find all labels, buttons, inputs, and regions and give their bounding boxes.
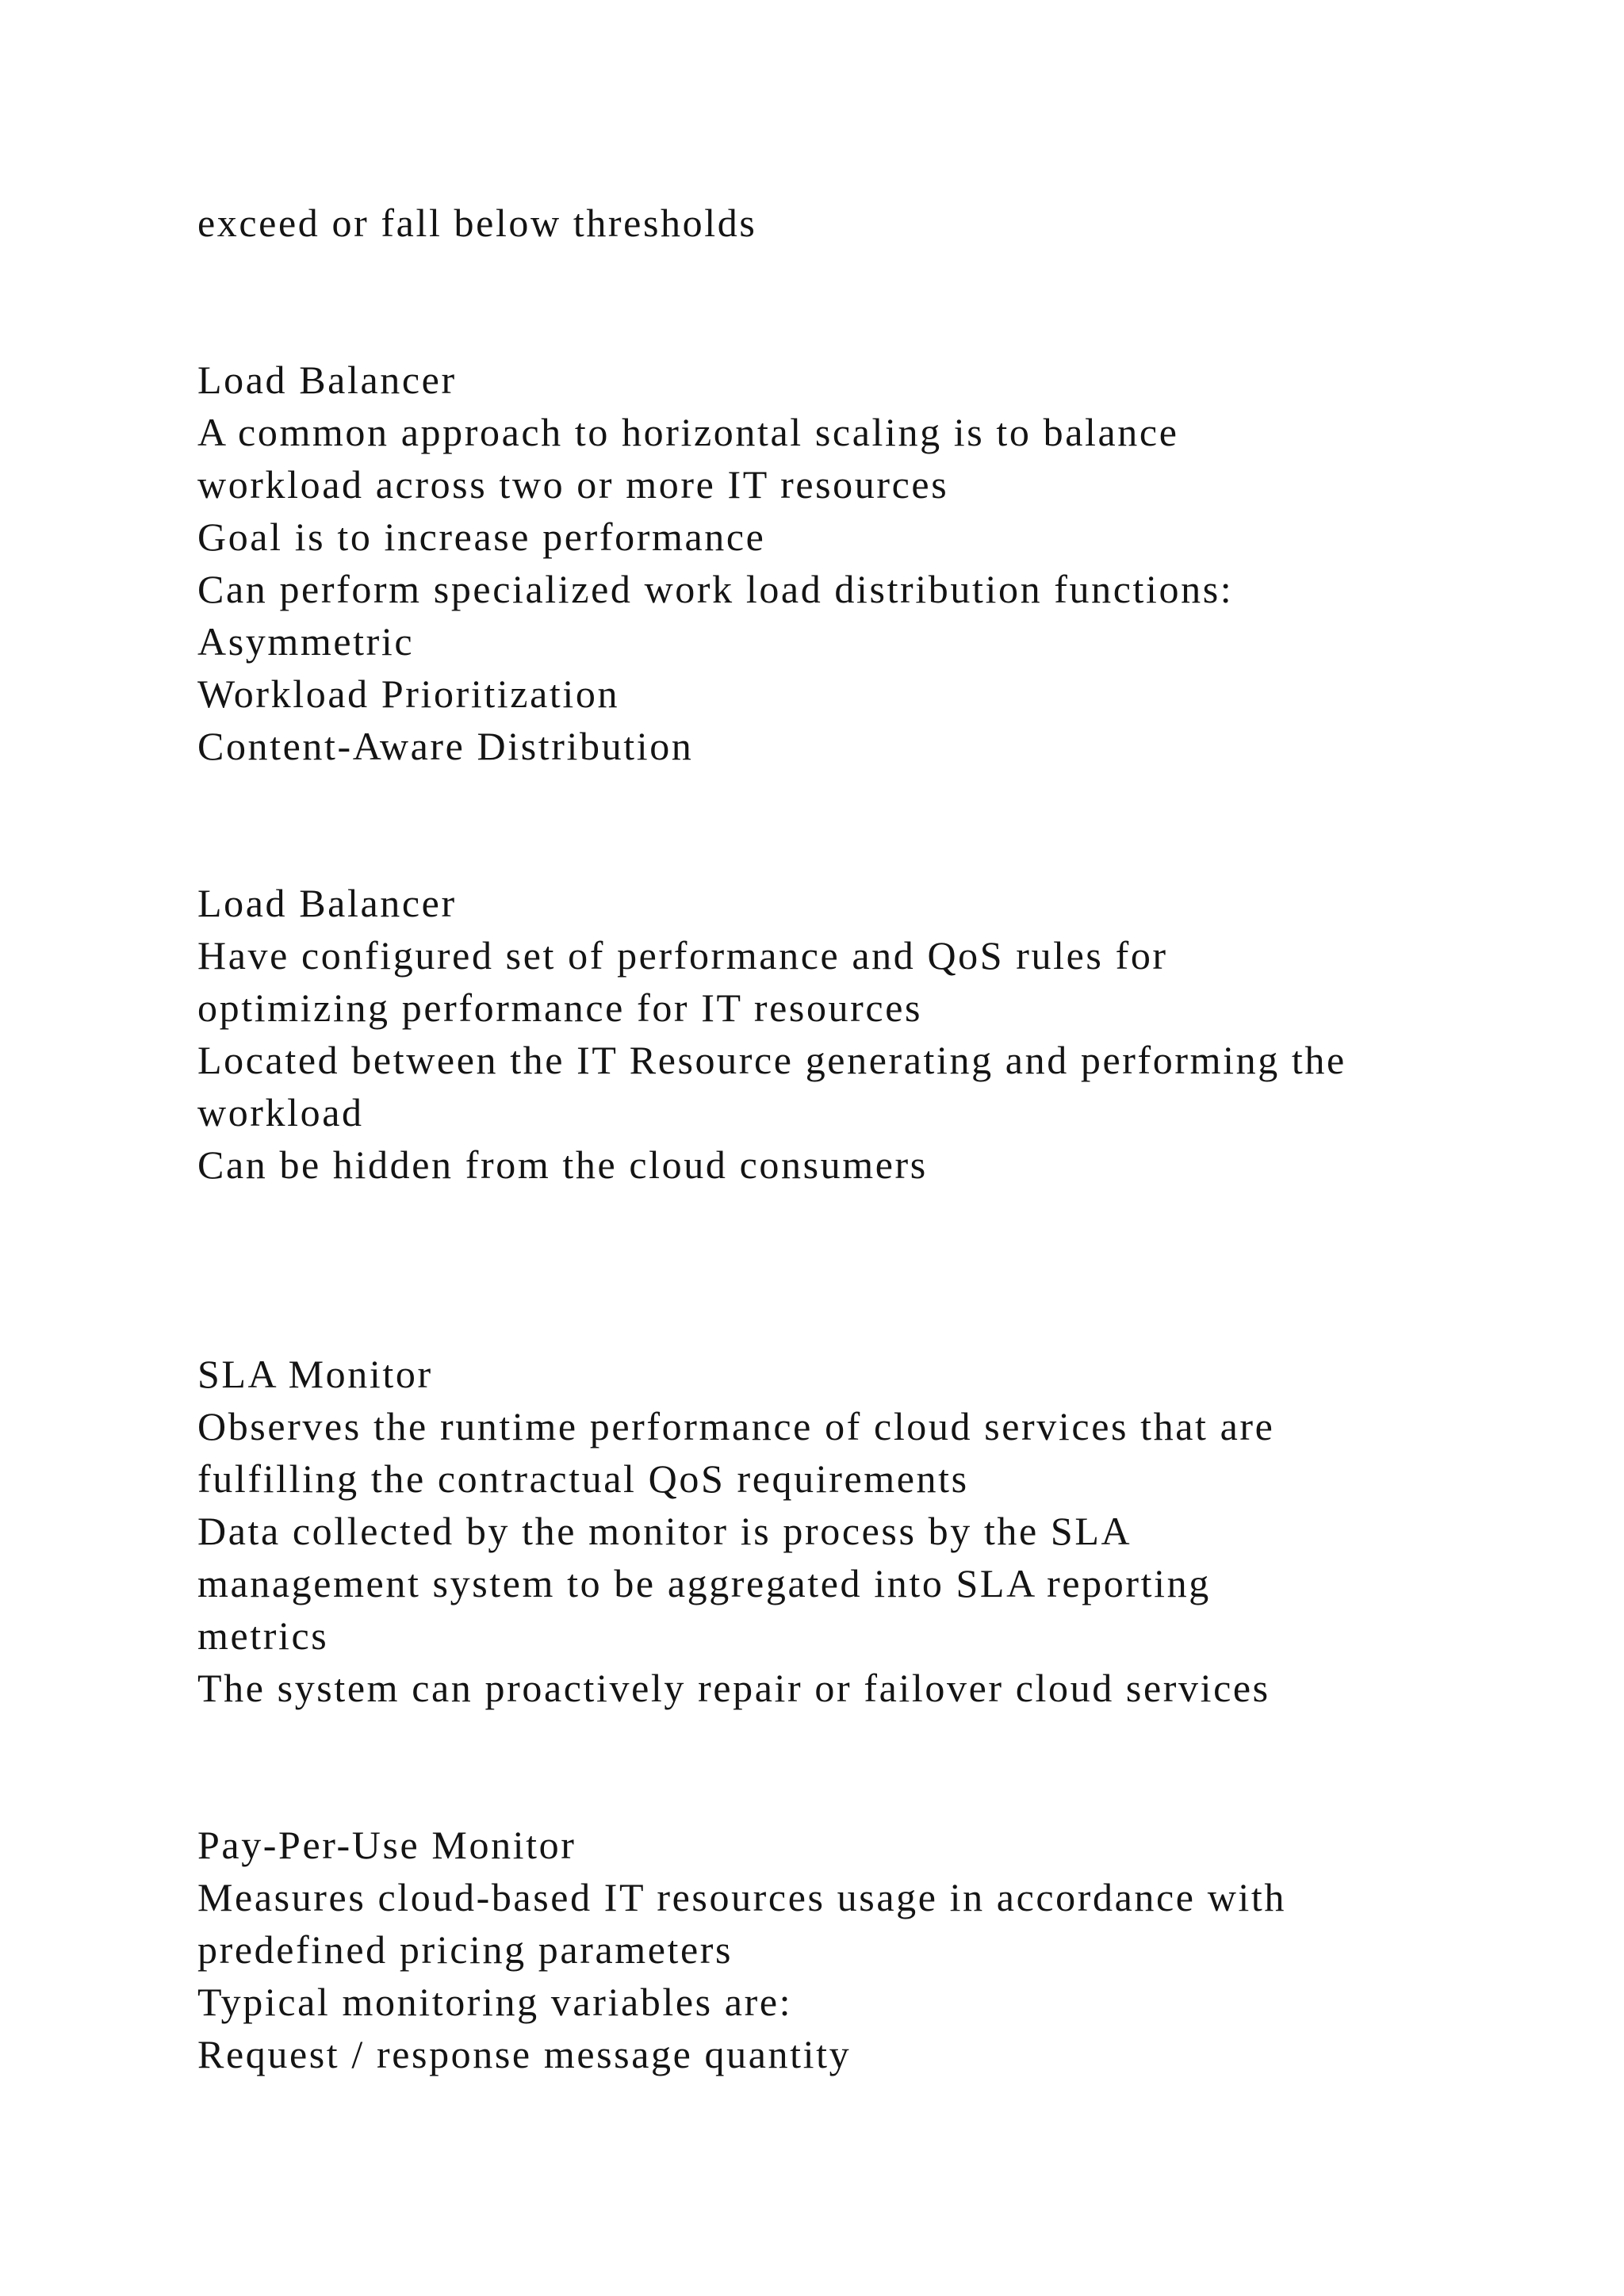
text-line: Request / response message quantity bbox=[197, 2032, 852, 2076]
text-line: Can be hidden from the cloud consumers bbox=[197, 1142, 928, 1187]
text-line: Workload Prioritization bbox=[197, 672, 620, 716]
text-line: metrics bbox=[197, 1613, 329, 1658]
text-line: Content-Aware Distribution bbox=[197, 724, 694, 768]
text-line: management system to be aggregated into SLA reporting bbox=[197, 1561, 1211, 1605]
text-line: Located between the IT Resource generating and performing the bbox=[197, 1038, 1346, 1082]
section-heading-pay-per-use-monitor: Pay-Per-Use Monitor bbox=[197, 1823, 576, 1867]
text-line: Typical monitoring variables are: bbox=[197, 1980, 793, 2024]
text-line: Have configured set of performance and QoS rules for bbox=[197, 933, 1168, 978]
text-line: Measures cloud-based IT resources usage in accordance with bbox=[197, 1875, 1286, 1919]
text-line: workload bbox=[197, 1090, 364, 1135]
text-line: Goal is to increase performance bbox=[197, 515, 766, 559]
text-line: exceed or fall below thresholds bbox=[197, 201, 757, 245]
text-line: workload across two or more IT resources bbox=[197, 462, 949, 507]
text-line: A common approach to horizontal scaling is to balance bbox=[197, 410, 1179, 454]
section-heading-load-balancer-2: Load Balancer bbox=[197, 881, 457, 925]
text-line: Data collected by the monitor is process by the SLA bbox=[197, 1509, 1132, 1553]
section-heading-sla-monitor: SLA Monitor bbox=[197, 1352, 433, 1396]
text-line: Can perform specialized work load distribution functions: bbox=[197, 567, 1234, 611]
section-heading-load-balancer: Load Balancer bbox=[197, 358, 457, 402]
text-line: Observes the runtime performance of cloud services that are bbox=[197, 1404, 1275, 1448]
text-line: Asymmetric bbox=[197, 619, 415, 664]
text-line: optimizing performance for IT resources bbox=[197, 985, 923, 1030]
text-line: fulfilling the contractual QoS requirements bbox=[197, 1456, 969, 1501]
text-line: predefined pricing parameters bbox=[197, 1927, 733, 1972]
text-line: The system can proactively repair or failover cloud services bbox=[197, 1666, 1270, 1710]
